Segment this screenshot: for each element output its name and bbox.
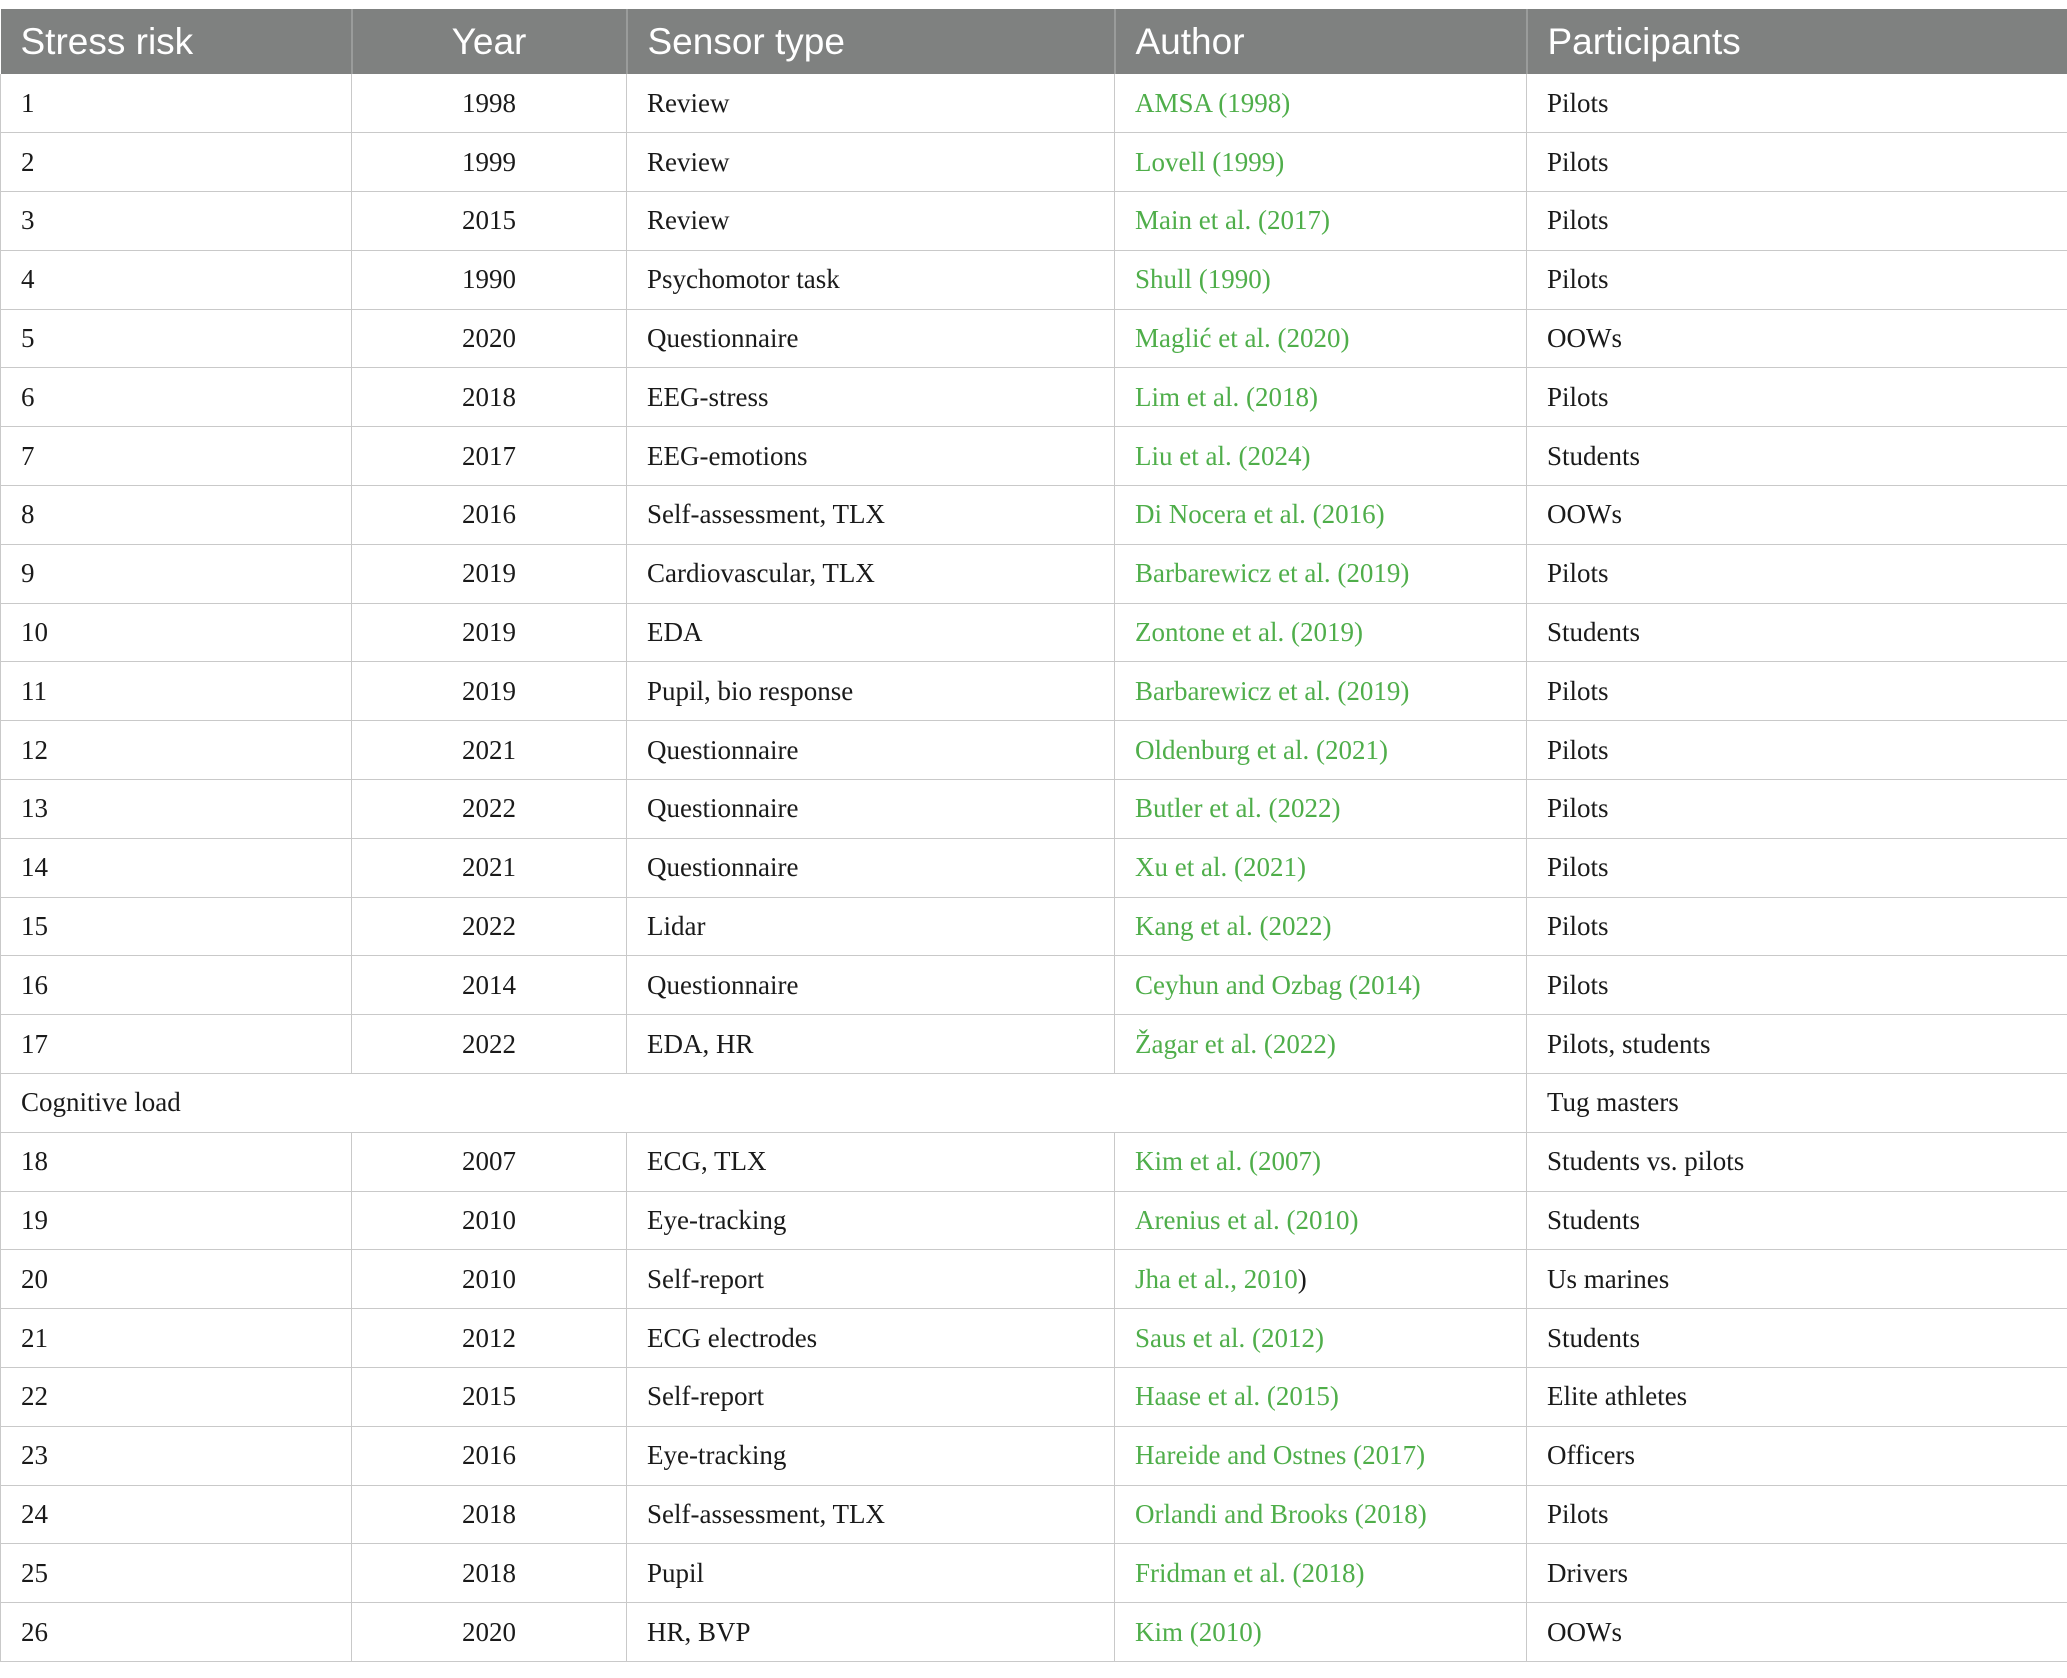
cell-year: 2019 — [352, 662, 627, 721]
cell-participants: Pilots — [1527, 780, 2067, 839]
cell-stress-risk: 21 — [1, 1309, 352, 1368]
author-link[interactable]: Xu et al. (2021) — [1135, 852, 1306, 883]
cell-author — [1115, 897, 1527, 956]
cell-author — [1115, 1250, 1527, 1309]
cell-sensor-type: Self-assessment, TLX — [627, 1485, 1115, 1544]
cell-author — [1115, 1309, 1527, 1368]
table-row — [1, 368, 2067, 427]
table-header — [1, 9, 2067, 74]
cell-stress-risk: 11 — [1, 662, 352, 721]
cell-participants: Students — [1527, 1309, 2067, 1368]
cell-author — [1115, 427, 1527, 486]
table-row — [1, 956, 2067, 1015]
author-link[interactable]: Kang et al. (2022) — [1135, 911, 1332, 942]
author-link[interactable]: Fridman et al. (2018) — [1135, 1557, 1365, 1588]
table-row — [1, 1309, 2067, 1368]
cell-participants: Pilots — [1527, 74, 2067, 133]
header-sensor-type: Sensor type — [627, 9, 1115, 74]
cell-year: 2022 — [352, 780, 627, 839]
author-link[interactable]: Zontone et al. (2019) — [1135, 617, 1363, 648]
cell-stress-risk: 7 — [1, 427, 352, 486]
cell-participants: Pilots — [1527, 838, 2067, 897]
cell-stress-risk: 8 — [1, 486, 352, 545]
table-row — [1, 250, 2067, 309]
cell-participants: Students — [1527, 603, 2067, 662]
cell-participants: OOWs — [1527, 1603, 2067, 1662]
author-link[interactable]: Maglić et al. (2020) — [1135, 323, 1350, 354]
cell-participants: Students — [1527, 1191, 2067, 1250]
cell-year: 2018 — [352, 1544, 627, 1603]
cell-stress-risk: 22 — [1, 1368, 352, 1427]
cell-stress-risk: 3 — [1, 192, 352, 251]
cell-year: 2020 — [352, 309, 627, 368]
cell-sensor-type: Self-assessment, TLX — [627, 486, 1115, 545]
cell-sensor-type: Pupil — [627, 1544, 1115, 1603]
cell-stress-risk: 26 — [1, 1603, 352, 1662]
author-link[interactable]: Lovell (1999) — [1135, 146, 1285, 177]
section-participants: Tug masters — [1527, 1074, 2067, 1133]
cell-year: 2016 — [352, 1426, 627, 1485]
author-link[interactable]: Kim et al. (2007) — [1135, 1146, 1321, 1177]
cell-author — [1115, 192, 1527, 251]
cell-stress-risk: 23 — [1, 1426, 352, 1485]
cell-year: 2016 — [352, 486, 627, 545]
cell-stress-risk: 1 — [1, 74, 352, 133]
cell-participants: Pilots — [1527, 192, 2067, 251]
cell-author — [1115, 1485, 1527, 1544]
cell-participants: Students vs. pilots — [1527, 1132, 2067, 1191]
table-row — [1, 780, 2067, 839]
cell-participants: Officers — [1527, 1426, 2067, 1485]
table-row — [1, 603, 2067, 662]
cell-sensor-type: Review — [627, 192, 1115, 251]
cell-author — [1115, 1015, 1527, 1074]
cell-year: 2014 — [352, 956, 627, 1015]
table-row — [1, 1250, 2067, 1309]
cell-author — [1115, 1544, 1527, 1603]
table-body — [1, 74, 2067, 1662]
cell-author — [1115, 721, 1527, 780]
author-link[interactable]: Kim (2010) — [1135, 1616, 1262, 1647]
cell-stress-risk: 12 — [1, 721, 352, 780]
cell-sensor-type: Review — [627, 74, 1115, 133]
cell-author — [1115, 1603, 1527, 1662]
table-row — [1, 1544, 2067, 1603]
cell-year: 1999 — [352, 133, 627, 192]
cell-sensor-type: Lidar — [627, 897, 1115, 956]
cell-sensor-type: Cardiovascular, TLX — [627, 544, 1115, 603]
header-row — [1, 9, 2067, 74]
cell-sensor-type: ECG electrodes — [627, 1309, 1115, 1368]
cell-stress-risk: 25 — [1, 1544, 352, 1603]
table-row — [1, 133, 2067, 192]
cell-sensor-type: Psychomotor task — [627, 250, 1115, 309]
cell-participants: Pilots — [1527, 1485, 2067, 1544]
cell-sensor-type: EDA, HR — [627, 1015, 1115, 1074]
cell-participants: Elite athletes — [1527, 1368, 2067, 1427]
author-suffix: ) — [1297, 1263, 1307, 1294]
cell-year: 2022 — [352, 897, 627, 956]
cell-stress-risk: 18 — [1, 1132, 352, 1191]
table-row — [1, 544, 2067, 603]
cell-stress-risk: 14 — [1, 838, 352, 897]
author-link[interactable]: Butler et al. (2022) — [1135, 793, 1341, 824]
table-row — [1, 74, 2067, 133]
cell-year: 2020 — [352, 1603, 627, 1662]
cell-sensor-type: Questionnaire — [627, 309, 1115, 368]
cell-author — [1115, 603, 1527, 662]
table-row — [1, 1485, 2067, 1544]
cell-year: 2010 — [352, 1250, 627, 1309]
data-table-wrapper — [0, 9, 2067, 1662]
cell-author — [1115, 838, 1527, 897]
cell-stress-risk: 10 — [1, 603, 352, 662]
cell-year: 2019 — [352, 603, 627, 662]
cell-stress-risk: 9 — [1, 544, 352, 603]
cell-sensor-type: Self-report — [627, 1368, 1115, 1427]
cell-sensor-type: Questionnaire — [627, 721, 1115, 780]
table-row — [1, 427, 2067, 486]
section-label: Cognitive load — [1, 1074, 1527, 1133]
header-stress-risk: Stress risk — [1, 9, 352, 74]
cell-year: 2015 — [352, 1368, 627, 1427]
author-link[interactable]: Main et al. (2017) — [1135, 205, 1330, 236]
table-row — [1, 486, 2067, 545]
cell-stress-risk: 13 — [1, 780, 352, 839]
author-link[interactable]: Hareide and Ostnes (2017) — [1135, 1440, 1426, 1471]
cell-stress-risk: 24 — [1, 1485, 352, 1544]
studies-table — [0, 9, 2067, 1662]
cell-year: 2019 — [352, 544, 627, 603]
author-link[interactable]: Orlandi and Brooks (2018) — [1135, 1499, 1427, 1530]
author-link[interactable]: Barbarewicz et al. (2019) — [1135, 558, 1410, 589]
author-link[interactable]: Lim et al. (2018) — [1135, 381, 1318, 412]
cell-author — [1115, 309, 1527, 368]
cell-author — [1115, 74, 1527, 133]
cell-author — [1115, 133, 1527, 192]
table-row — [1, 897, 2067, 956]
cell-participants: Pilots — [1527, 956, 2067, 1015]
cell-year: 1990 — [352, 250, 627, 309]
cell-year: 2021 — [352, 721, 627, 780]
cell-author — [1115, 486, 1527, 545]
cell-stress-risk: 2 — [1, 133, 352, 192]
cell-stress-risk: 4 — [1, 250, 352, 309]
cell-author — [1115, 368, 1527, 427]
cell-stress-risk: 15 — [1, 897, 352, 956]
cell-participants: Pilots — [1527, 721, 2067, 780]
cell-year: 2015 — [352, 192, 627, 251]
cell-participants: Pilots — [1527, 133, 2067, 192]
author-link[interactable]: Di Nocera et al. (2016) — [1135, 499, 1385, 530]
cell-year: 2018 — [352, 368, 627, 427]
cell-stress-risk: 19 — [1, 1191, 352, 1250]
header-participants: Participants — [1527, 9, 2067, 74]
cell-author — [1115, 544, 1527, 603]
table-row — [1, 1603, 2067, 1662]
cell-participants: Drivers — [1527, 1544, 2067, 1603]
cell-sensor-type: Pupil, bio response — [627, 662, 1115, 721]
author-link[interactable]: Shull (1990) — [1135, 264, 1271, 295]
cell-sensor-type: Eye-tracking — [627, 1191, 1115, 1250]
cell-participants: Pilots — [1527, 544, 2067, 603]
cell-year: 2018 — [352, 1485, 627, 1544]
cell-author — [1115, 662, 1527, 721]
cell-stress-risk: 6 — [1, 368, 352, 427]
section-row-cognitive-load — [1, 1074, 2067, 1133]
cell-participants: Pilots — [1527, 662, 2067, 721]
cell-participants: Pilots — [1527, 368, 2067, 427]
table-row — [1, 721, 2067, 780]
author-link[interactable]: Haase et al. (2015) — [1135, 1381, 1339, 1412]
cell-participants: Us marines — [1527, 1250, 2067, 1309]
cell-sensor-type: EDA — [627, 603, 1115, 662]
cell-sensor-type: EEG-stress — [627, 368, 1115, 427]
author-link[interactable]: Jha et al., 2010 — [1135, 1263, 1298, 1294]
cell-participants: Students — [1527, 427, 2067, 486]
cell-participants: OOWs — [1527, 309, 2067, 368]
cell-sensor-type: Questionnaire — [627, 780, 1115, 839]
cell-stress-risk: 16 — [1, 956, 352, 1015]
author-link[interactable]: Liu et al. (2024) — [1135, 440, 1311, 471]
author-link[interactable]: AMSA (1998) — [1135, 87, 1291, 118]
cell-sensor-type: Eye-tracking — [627, 1426, 1115, 1485]
cell-participants: Pilots — [1527, 897, 2067, 956]
cell-sensor-type: HR, BVP — [627, 1603, 1115, 1662]
cell-sensor-type: ECG, TLX — [627, 1132, 1115, 1191]
cell-participants: Pilots — [1527, 250, 2067, 309]
cell-author — [1115, 250, 1527, 309]
author-link[interactable]: Žagar et al. (2022) — [1135, 1028, 1336, 1059]
cell-sensor-type: EEG-emotions — [627, 427, 1115, 486]
cell-year: 2012 — [352, 1309, 627, 1368]
cell-year: 2022 — [352, 1015, 627, 1074]
cell-sensor-type: Self-report — [627, 1250, 1115, 1309]
table-row — [1, 1191, 2067, 1250]
cell-author — [1115, 1132, 1527, 1191]
cell-stress-risk: 20 — [1, 1250, 352, 1309]
cell-stress-risk: 5 — [1, 309, 352, 368]
cell-year: 2010 — [352, 1191, 627, 1250]
author-link[interactable]: Oldenburg et al. (2021) — [1135, 734, 1388, 765]
table-row — [1, 1426, 2067, 1485]
table-row — [1, 838, 2067, 897]
table-row — [1, 1132, 2067, 1191]
cell-year: 2007 — [352, 1132, 627, 1191]
cell-participants: OOWs — [1527, 486, 2067, 545]
cell-year: 2017 — [352, 427, 627, 486]
cell-author — [1115, 1368, 1527, 1427]
cell-year: 2021 — [352, 838, 627, 897]
table-row — [1, 1368, 2067, 1427]
author-link[interactable]: Ceyhun and Ozbag (2014) — [1135, 969, 1421, 1000]
cell-sensor-type: Questionnaire — [627, 956, 1115, 1015]
cell-stress-risk: 17 — [1, 1015, 352, 1074]
table-row — [1, 662, 2067, 721]
header-author: Author — [1115, 9, 1527, 74]
cell-year: 1998 — [352, 74, 627, 133]
cell-author — [1115, 1426, 1527, 1485]
header-year: Year — [352, 9, 627, 74]
table-row — [1, 192, 2067, 251]
author-link[interactable]: Barbarewicz et al. (2019) — [1135, 675, 1410, 706]
cell-sensor-type: Review — [627, 133, 1115, 192]
table-row — [1, 1015, 2067, 1074]
author-link[interactable]: Arenius et al. (2010) — [1135, 1205, 1359, 1236]
table-row — [1, 309, 2067, 368]
cell-author — [1115, 956, 1527, 1015]
cell-participants: Pilots, students — [1527, 1015, 2067, 1074]
cell-author — [1115, 1191, 1527, 1250]
cell-author — [1115, 780, 1527, 839]
author-link[interactable]: Saus et al. (2012) — [1135, 1322, 1324, 1353]
cell-sensor-type: Questionnaire — [627, 838, 1115, 897]
